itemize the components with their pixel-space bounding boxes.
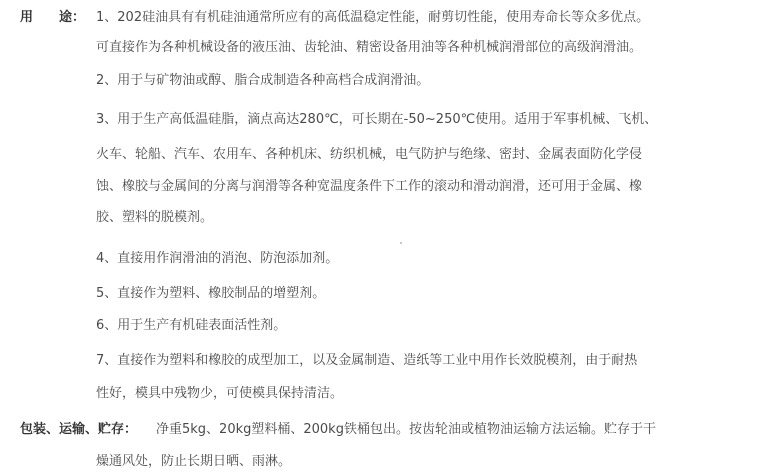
- stray-dot: [400, 242, 402, 244]
- usage-line: 胶、塑料的脱模剂。: [96, 210, 214, 225]
- usage-line: 7、直接作为塑料和橡胶的成型加工，以及金属制造、造纸等工业中用作长效脱模剂，由于耐热: [96, 353, 638, 368]
- packaging-line: 燥通风处，防止长期日晒、雨淋。: [96, 454, 292, 469]
- usage-label: 用 途：: [20, 10, 86, 25]
- usage-line: 火车、轮船、汽车、农用车、各种机床、纺织机械，电气防护与绝缘、密封、金属表面防化学侵: [96, 147, 643, 162]
- usage-line: 5、直接作为塑料、橡胶制品的增塑剂。: [96, 286, 326, 301]
- usage-line: 蚀、橡胶与金属间的分离与润滑等各种宽温度条件下工作的滚动和滑动润滑，还可用于金属、橡: [96, 179, 643, 194]
- usage-line: 1、202硅油具有有机硅油通常所应有的高低温稳定性能，耐剪切性能，使用寿命长等众多优点。: [96, 10, 650, 25]
- usage-line: 6、用于生产有机硅表面活性剂。: [96, 318, 287, 333]
- usage-line: 性好，模具中残物少，可使模具保持清洁。: [96, 386, 344, 401]
- packaging-label: 包装、运输、贮存：: [20, 422, 138, 437]
- usage-line: 4、直接用作润滑油的消泡、防泡添加剂。: [96, 251, 339, 266]
- usage-line: 3、用于生产高低温硅脂，滴点高达280℃，可长期在-50~250℃使用。适用于军事机械、飞机、: [96, 112, 658, 127]
- usage-line: 2、用于与矿物油或醇、脂合成制造各种高档合成润滑油。: [96, 73, 430, 88]
- packaging-line: 净重5kg、20kg塑料桶、200kg铁桶包出。按齿轮油或植物油运输方法运输。贮存于干: [156, 422, 656, 437]
- usage-line: 可直接作为各种机械设备的液压油、齿轮油、精密设备用油等各种机械润滑部位的高级润滑油。: [96, 40, 643, 55]
